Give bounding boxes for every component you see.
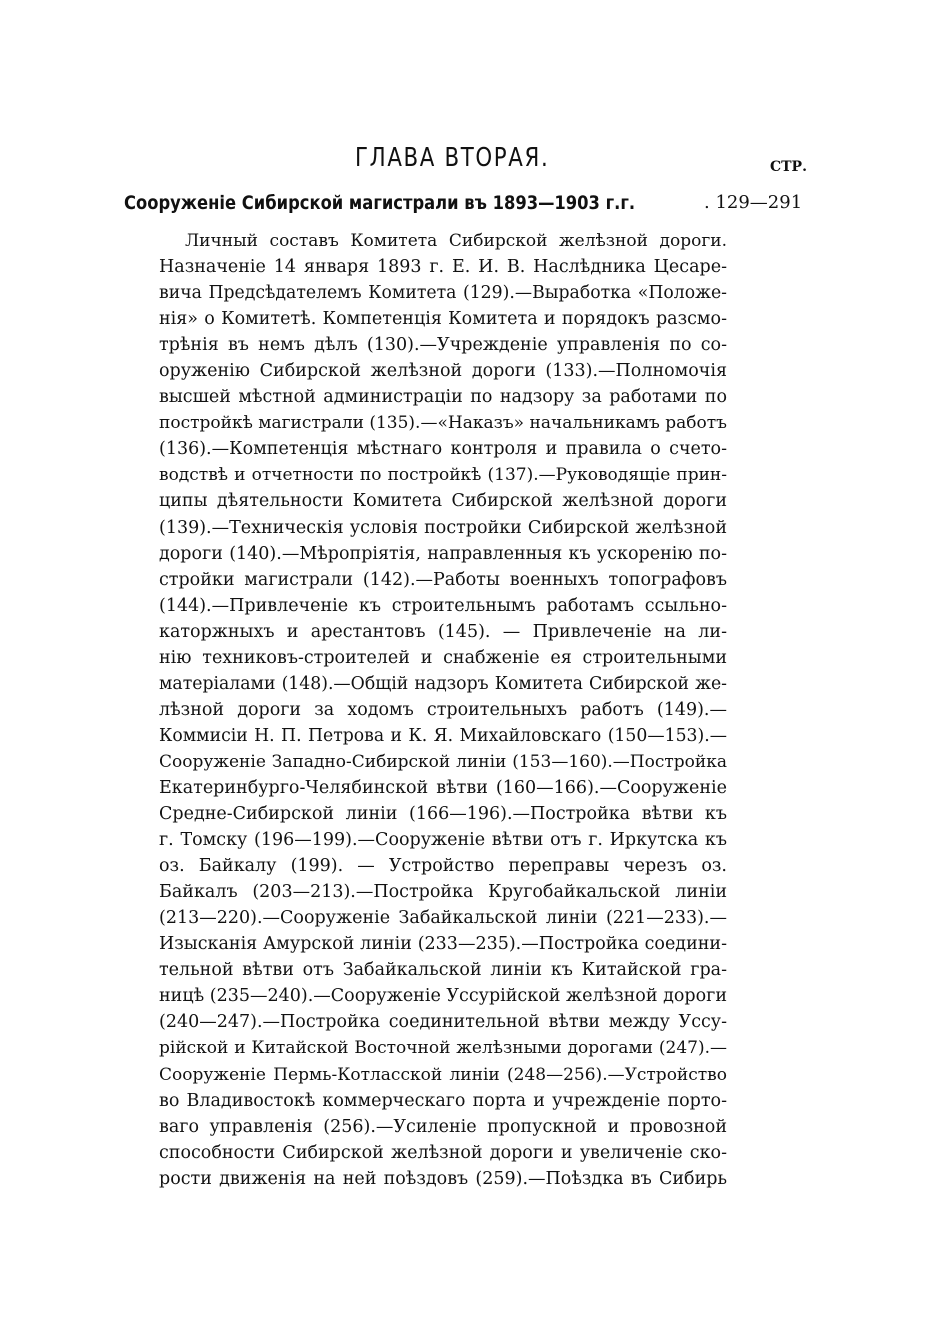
summary-line: (240—247).—Постройка соединительной вѣтви между Уссу- <box>159 1012 727 1033</box>
summary-line: рійской и Китайской Восточной желѣзными дорогами (247).— <box>159 1038 727 1059</box>
summary-line: оз. Байкалу (199). — Устройство переправы черезъ оз. <box>159 856 727 877</box>
summary-line: тельной вѣтви отъ Забайкальской линіи къ Китайской гра- <box>159 960 727 981</box>
summary-line: способности Сибирской желѣзной дороги и увеличеніе ско- <box>159 1142 727 1163</box>
summary-line: (139).—Техническія условія постройки Сибирской желѣзной <box>159 517 727 538</box>
summary-line: трѣнія въ немъ дѣлъ (130).—Учрежденіе управленія по со- <box>159 335 727 356</box>
summary-line: рости движенія на ней поѣздовъ (259).—Поѣздка въ Сибирь <box>159 1168 727 1189</box>
summary-line: нія» о Комитетѣ. Компетенція Комитета и порядокъ разсмо- <box>159 309 727 330</box>
page-column-label: СТР. <box>770 159 807 175</box>
summary-line: Личный составъ Комитета Сибирской желѣзной дороги. <box>185 231 727 251</box>
summary-line: г. Томску (196—199).—Сооруженіе вѣтви отъ г. Иркутска къ <box>159 830 727 851</box>
summary-line: постройкѣ магистрали (135).—«Наказъ» начальникамъ работъ <box>159 413 727 434</box>
summary-line: лѣзной дороги за ходомъ строительныхъ работъ (149).— <box>159 699 727 720</box>
summary-line: оруженію Сибирской желѣзной дороги (133).—Полномочія <box>159 361 727 382</box>
summary-line: стройки магистрали (142).—Работы военныхъ топографовъ <box>159 569 727 590</box>
summary-line: водствѣ и отчетности по постройкѣ (137).—Руководящіе прин- <box>159 465 727 486</box>
summary-line: (213—220).—Сооруженіе Забайкальской линіи (221—233).— <box>159 908 727 929</box>
summary-line: высшей мѣстной администраціи по надзору за работами по <box>159 387 727 408</box>
summary-line: дороги (140).—Мѣропріятія, направленныя къ ускоренію по- <box>159 543 727 564</box>
summary-line: Назначеніе 14 января 1893 г. Е. И. В. Наслѣдника Цесаре- <box>159 257 727 278</box>
summary-line: Сооруженіе Пермь-Котласской линіи (248—256).—Устройство <box>159 1064 727 1085</box>
summary-line: Средне-Сибирской линіи (166—196).—Постройка вѣтви къ <box>159 804 727 825</box>
summary-line: Екатеринбурго-Челябинской вѣтви (160—166).—Сооруженіе <box>159 777 727 798</box>
summary-line: (136).—Компетенція мѣстнаго контроля и правила о счето- <box>159 439 727 460</box>
summary-line: каторжныхъ и арестантовъ (145). — Привлеченіе на ли- <box>159 621 727 642</box>
summary-line: Коммисіи Н. П. Петрова и К. Я. Михайловскаго (150—153).— <box>159 725 727 746</box>
summary-line: во Владивостокѣ коммерческаго порта и учрежденіе порто- <box>159 1090 727 1111</box>
section-title: Сооруженіе Сибирской магистрали въ 1893—1903 г.г. <box>124 192 636 214</box>
summary-line: (144).—Привлеченіе къ строительнымъ работамъ ссыльно- <box>159 595 727 616</box>
summary-line: Байкалъ (203—213).—Постройка Кругобайкальской линіи <box>159 882 727 903</box>
summary-line: ваго управленія (256).—Усиленіе пропускной и провозной <box>159 1116 727 1137</box>
section-heading-row <box>124 192 824 214</box>
summary-line: ципы дѣятельности Комитета Сибирской желѣзной дороги <box>159 491 727 512</box>
summary-line: ницѣ (235—240).—Сооруженіе Уссурійской желѣзной дороги <box>159 986 727 1007</box>
summary-line: Изысканія Амурской линіи (233—235).—Постройка соедини- <box>159 934 727 955</box>
section-summary <box>159 228 727 1192</box>
chapter-title: ГЛАВА ВТОРАЯ. <box>355 143 550 173</box>
summary-line: Сооруженіе Западно-Сибирской линіи (153—160).—Постройка <box>159 751 727 772</box>
section-page-range: . 129—291 <box>704 192 803 213</box>
summary-line: вича Предсѣдателемъ Комитета (129).—Выработка «Положе- <box>159 283 727 304</box>
summary-line: матеріалами (148).—Общій надзоръ Комитета Сибирской же- <box>159 673 727 694</box>
summary-line: нію техниковъ-строителей и снабженіе ея строительными <box>159 647 727 668</box>
